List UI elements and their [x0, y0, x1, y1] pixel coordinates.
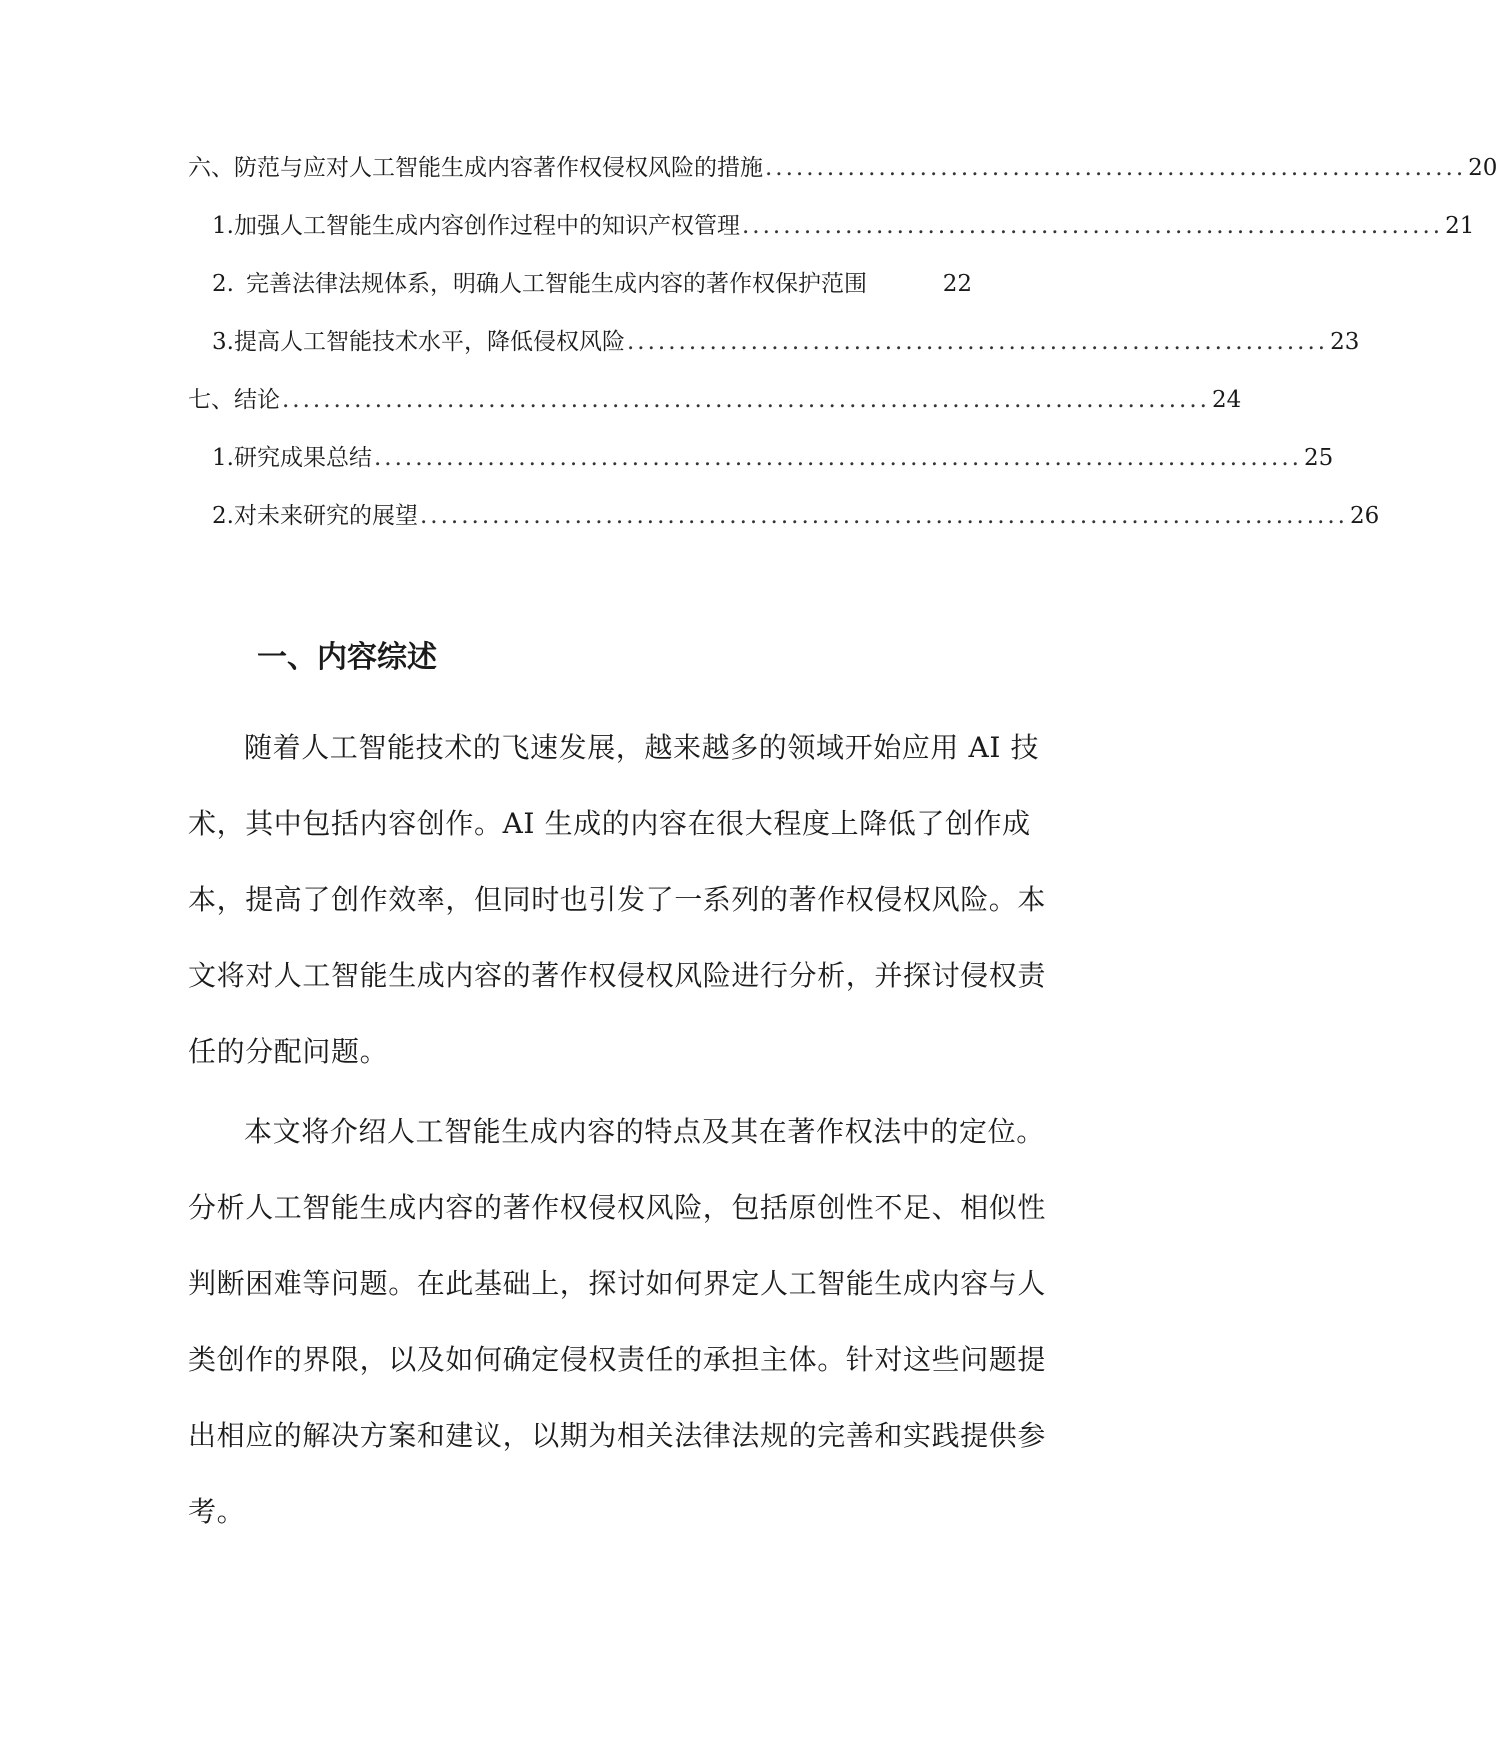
toc-entry-number: 2.	[212, 271, 234, 297]
toc-entry[interactable]	[188, 383, 1242, 417]
toc-entry-number: 1.	[212, 213, 234, 239]
toc-entry-page: 22	[942, 271, 972, 297]
toc-entry[interactable]	[212, 267, 972, 301]
toc-leader: ....................................................................	[626, 329, 1329, 355]
toc-entry-page: 25	[1303, 445, 1334, 471]
toc-entry-title: 七、结论	[188, 387, 280, 413]
toc-entry[interactable]	[212, 209, 1475, 243]
toc-entry[interactable]	[212, 325, 1360, 359]
toc-leader: ..........................................................................................	[282, 387, 1210, 413]
toc-leader: ....................................................................	[765, 155, 1467, 181]
toc-entry-number: 3.	[212, 329, 234, 355]
section-heading: 一、内容综述	[257, 640, 437, 675]
toc-entry-page: 26	[1349, 503, 1380, 529]
toc-entry[interactable]	[212, 499, 1380, 533]
toc-leader: ..........................................................................................	[419, 503, 1348, 529]
toc-entry[interactable]	[188, 151, 1497, 185]
toc-entry-number: 2.	[212, 503, 234, 529]
body-paragraph: 随着人工智能技术的飞速发展，越来越多的领域开始应用 AI 技术，其中包括内容创作。AI 生成的内容在很大程度上降低了创作成本，提高了创作效率，但同时也引发了一系列的著作权侵权风险。本文将对人工智能生成内容的著作权侵权风险进行分析，并探讨侵权责任的分配问题。	[188, 731, 1047, 1068]
body-paragraph: 本文将介绍人工智能生成内容的特点及其在著作权法中的定位。分析人工智能生成内容的著作权侵权风险，包括原创性不足、相似性判断困难等问题。在此基础上，探讨如何界定人工智能生成内容与人类创作的界限，以及如何确定侵权责任的承担主体。针对这些问题提出相应的解决方案和建议，以期为相关法律法规的完善和实践提供参考。	[188, 1115, 1047, 1528]
toc-entry-title: 对未来研究的展望	[233, 503, 418, 529]
toc-entry-page: 23	[1330, 329, 1360, 355]
toc-entry-title: 完善法律法规体系，明确人工智能生成内容的著作权保护范围	[246, 271, 867, 297]
toc-entry-page: 24	[1212, 387, 1242, 413]
toc-entry-title: 六、防范与应对人工智能生成内容著作权侵权风险的措施	[188, 155, 763, 181]
toc-entry-title: 加强人工智能生成内容创作过程中的知识产权管理	[233, 213, 740, 239]
toc-entry-title: 研究成果总结	[233, 445, 372, 471]
toc-leader: ..........................................................................................	[373, 445, 1302, 471]
toc-entry-number: 1.	[212, 445, 234, 471]
toc-entry[interactable]	[212, 441, 1334, 475]
toc-entry-page: 20	[1468, 155, 1497, 181]
toc-leader: ....................................................................	[741, 213, 1444, 239]
toc-entry-page: 21	[1445, 213, 1475, 239]
toc-entry-title: 提高人工智能技术水平，降低侵权风险	[233, 329, 625, 355]
